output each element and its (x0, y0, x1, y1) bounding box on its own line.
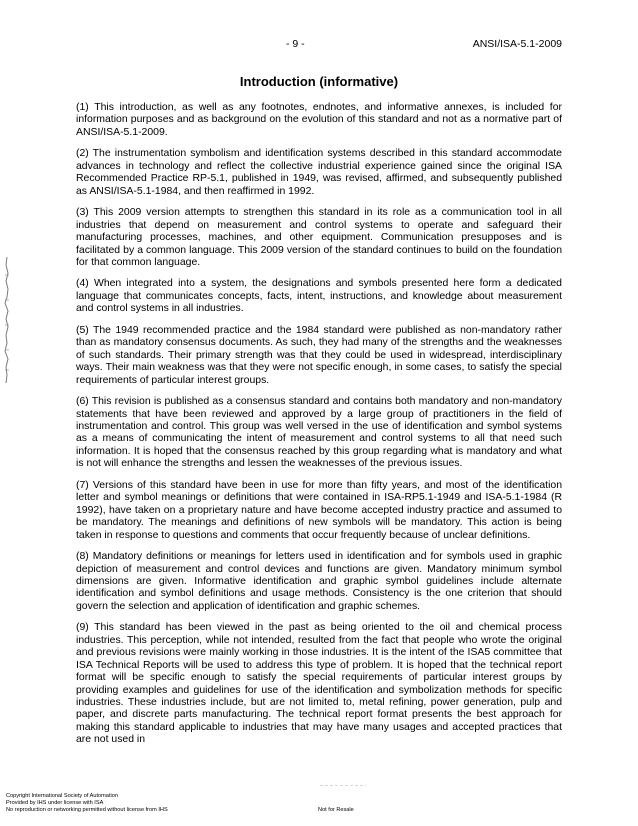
copyright-footer (6, 793, 168, 814)
reproduction-line: No reproduction or networking permitted without license from IHS (6, 807, 168, 813)
paragraph-5: (5) The 1949 recommended practice and the 1984 standard were published as non-mandatory rather than as mandatory consensus documents. As such, they had many of the strengths and the weaknesses of such standards. Their primary strength was that they could be used in widespread, interdisciplinary ways. Their main weakness was that they were not specific enough, in some cases, to satisfy the special requirements of particular interest groups. (76, 324, 562, 386)
section-title: Introduction (informative) (239, 74, 399, 89)
paragraph-9: (9) This standard has been viewed in the past as being oriented to the oil and chemical process industries. This perception, while not intended, resulted from the fact that people who wrote the original and previous revisions were mainly working in those industries. It is the intent of the ISA5 committee that ISA Technical Reports will be used to address this type of problem. It is hoped that the technical report format will be specific enough to satisfy the special requirements of particular interest groups by providing examples and guidelines for use of the identification and symbolization methods for specific industries. These industries include, but are not limited to, metal refining, power generation, pulp and paper, and discrete parts manufacturing. The technical report format presents the best approach for making this standard applicable to industries that may have many usages and accepted practices that are not used in (76, 622, 562, 746)
paragraph-8: (8) Mandatory definitions or meanings for letters used in identification and for symbols used in graphic depiction of measurement and control devices and functions are given. Mandatory minimum symbol dimensions are given. Informative identification and graphic symbol guidelines include alternate identification and symbol definitions and usage methods. Consistency is the one criterion that should govern the selection and application of identification and graphic schemes. (76, 551, 562, 612)
paragraph-1: (1) This introduction, as well as any footnotes, endnotes, and informative annexes, is included for information purposes and as background on the evolution of this standard and not as a normative part of ANSI/ISA-5.1-2009. (76, 102, 562, 138)
faint-scan-mark (320, 784, 366, 787)
paragraph-7: (7) Versions of this standard have been in use for more than fifty years, and most of the identification letter and symbol meanings or definitions that were contained in ISA-RP5.1-1949 and ISA-5.1-1984 (R 1992), have taken on a proprietary nature and have become accepted industry practice and assumed to be mandatory. The meanings and definitions of new symbols will be mandatory. This action is being taken in response to questions and comments that occur frequently because of unclear definitions. (76, 479, 562, 541)
not-for-resale: Not for Resale (318, 807, 354, 813)
paragraph-2: (2) The instrumentation symbolism and identification systems described in this standard accommodate advances in technology and reflect the collective industrial experience gained since the original ISA Recommended Practice RP-5.1, published in 1949, was revised, affirmed, and subsequently published as ANSI/ISA-5.1-1984, and then reaffirmed in 1992. (76, 148, 562, 197)
body-text (76, 102, 562, 756)
page-number: - 9 - (286, 38, 305, 50)
paragraph-4: (4) When integrated into a system, the designations and symbols presented here form a dedicated language that communicates concepts, facts, intent, instructions, and knowledge about measurement and control systems in all industries. (76, 278, 562, 315)
license-line: Provided by IHS under license with ISA (6, 800, 104, 806)
paragraph-6: (6) This revision is published as a consensus standard and contains both mandatory and non-mandatory statements that have been reviewed and approved by a large group of practitioners in the field of instrumentation and control. This group was well versed in the use of identification and symbol systems as a means of communicating the intent of measurement and control systems to all that need such information. It is hoped that the consensus reached by this group regarding what is mandatory and what is not will enhance the strengths and lessen the weaknesses of the previous issues. (76, 396, 562, 470)
copyright-line: Copyright International Society of Automation (6, 793, 118, 799)
margin-watermark-mark (2, 255, 12, 385)
standard-designation: ANSI/ISA-5.1-2009 (472, 38, 562, 50)
paragraph-3: (3) This 2009 version attempts to strengthen this standard in its role as a communication tool in all industries that depend on measurement and control systems to operate and safeguard their manufacturing processes, machines, and other equipment. Communication presupposes and is facilitated by a common language. This 2009 version of the standard continues to build on the foundation for that common language. (76, 207, 562, 268)
